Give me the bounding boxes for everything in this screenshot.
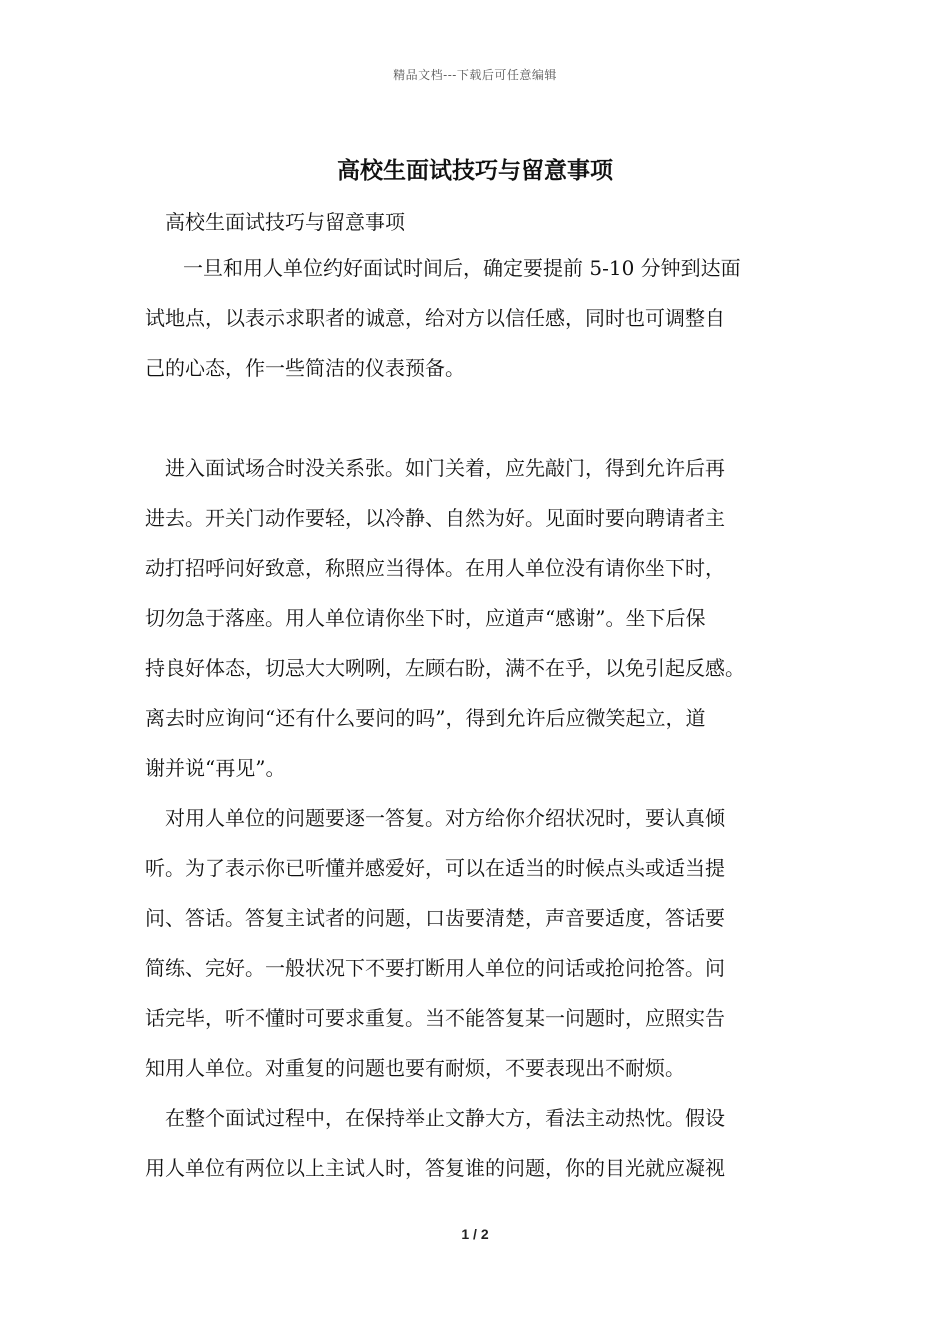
paragraph-spacer [145,393,810,443]
paragraph-line: 试地点，以表示求职者的诚意，给对方以信任感，同时也可调整自 [145,306,725,330]
paragraph-line: 用人单位有两位以上主试人时，答复谁的问题，你的目光就应凝视 [145,1156,725,1180]
paragraph-etiquette [145,443,810,793]
page-header: 精品文档---下载后可任意编辑 [393,68,557,82]
paragraph-line: 己的心态，作一些简洁的仪表预备。 [145,356,465,380]
paragraph-line: 动打招呼问好致意，称照应当得体。在用人单位没有请你坐下时， [145,556,725,580]
paragraph-line: 问、答话。答复主试者的问题，口齿要清楚，声音要适度，答话要 [145,906,725,930]
page-number: 1 / 2 [461,1226,489,1242]
paragraph-line: 进去。开关门动作要轻，以冷静、自然为好。见面时要向聘请者主 [145,506,725,530]
paragraph-line: 切勿急于落座。用人单位请你坐下时，应道声“感谢”。坐下后保 [145,606,706,630]
paragraph-line: 进入面试场合时没关系张。如门关着，应先敲门，得到允许后再 [165,456,725,480]
paragraph-line: 谢并说“再见”。 [145,756,286,780]
paragraph-line: 对用人单位的问题要逐一答复。对方给你介绍状况时，要认真倾 [165,806,725,830]
paragraph-line: 话完毕，听不懂时可要求重复。当不能答复某一问题时，应照实告 [145,1006,725,1030]
paragraph-line: 离去时应询问“还有什么要问的吗”，得到允许后应微笑起立，道 [145,706,706,730]
paragraph-line: 知用人单位。对重复的问题也要有耐烦，不要表现出不耐烦。 [145,1056,685,1080]
paragraph-line: 持良好体态，切忌大大咧咧，左顾右盼，满不在乎，以免引起反感。 [145,656,745,680]
paragraph-arrival [145,243,810,393]
paragraph-demeanor [145,1093,810,1193]
document-subtitle: 高校生面试技巧与留意事项 [165,210,405,234]
paragraph-line: 一旦和用人单位约好面试时间后，确定要提前 5-10 分钟到达面 [183,256,741,280]
document-body [145,243,810,1193]
paragraph-answering [145,793,810,1093]
paragraph-line: 在整个面试过程中，在保持举止文静大方，看法主动热忱。假设 [165,1106,725,1130]
paragraph-line: 听。为了表示你已听懂并感爱好，可以在适当的时候点头或适当提 [145,856,725,880]
paragraph-line: 简练、完好。一般状况下不要打断用人单位的问话或抢问抢答。问 [145,956,725,980]
document-title: 高校生面试技巧与留意事项 [337,157,613,184]
